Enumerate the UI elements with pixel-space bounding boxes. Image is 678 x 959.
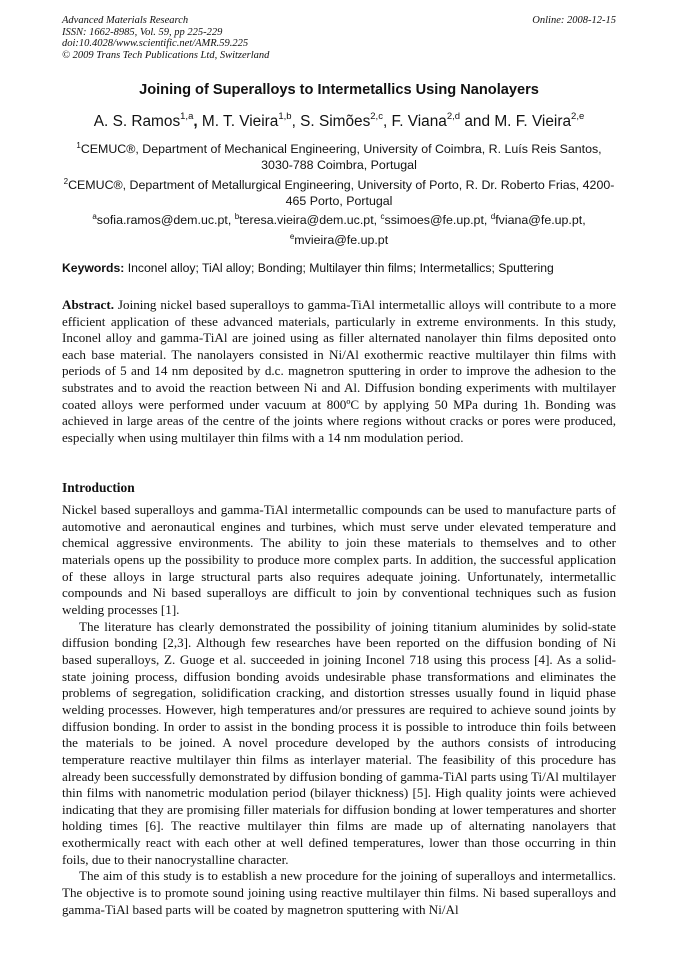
email-link[interactable]: fviana@fe.up.pt — [495, 213, 583, 228]
keywords-label: Keywords: — [62, 261, 125, 275]
abstract-text: Joining nickel based superalloys to gamma-TiAl intermetallic alloys will contribute to a more efficient application of these advanced materials, particularly in extreme environments. In this study, Inconel alloy and gamma-TiAl are joined using as filler alternated nanolayer thin films deposited onto each base material. The nanolayers consisted in Ni/Al exothermic reactive multilayer thin films with periods of 5 and 14 nm deposited by d.c. magnetron sputtering in order to improve the adhesion to the substrates and to avoid the reaction between Ni and Al. Diffusion bonding experiments with multilayer coated alloys were performed under vacuum at 800ºC by applying 50 MPa during 1h. Bonding was achieved in large areas of the centre of the joints where regions without cracks or pores were produced, especially when using multilayer thin films with a 14 nm modulation period. — [62, 297, 616, 445]
affiliation — [62, 138, 616, 173]
author-affiliation-mark: 2,d — [446, 111, 461, 122]
author-conjunction: and — [464, 113, 491, 131]
body-paragraph: The literature has clearly demonstrated the possibility of joining titanium aluminides by solid-state diffusion bonding [2,3]. Although few researches have been reported on the diffusion bonding of Ni based superalloys, Z. Guoge et al. succeeded in joining Inconel 718 using this process [4]. As a solid-state joining process, diffusion bonding avoids undesirable phase transformations and eliminates the problems of segregation, solidification cracking, and distortion stresses usually found in liquid phase welding processes. However, high temperatures and/or pressures are required to achieve sound joints by diffusion bonding. In order to assist in the bonding process it is possible to introduce thin foils between the materials to be joined. A novel procedure developed by the authors consists of introducing temperature reactive multilayer thin films as interlayer material. The feasibility of this procedure has already been successfully demonstrated by diffusion bonding of gamma-TiAl parts using Ti/Al multilayer thin films with nanometric modulation period (bilayer thickness) [5]. High quality joints were achieved indicating that they are promising filler materials for diffusion bonding at lower temperatures and shorter holding times [6]. The reactive multilayer thin films are made up of alternating nanolayers that exothermically react with each other at well defined temperatures, lower than those occurring in thin foils, due to their nanocrystalline character. — [62, 618, 616, 867]
email-mark: b — [234, 212, 240, 221]
author-affiliation-mark: 1,b — [278, 111, 292, 122]
paper-title: Joining of Superalloys to Intermetallics Using Nanolayers — [139, 82, 539, 98]
body-paragraph: Nickel based superalloys and gamma-TiAl intermetallic compounds can be used to manufacture parts of automotive and aeronautical engines and turbines, which must serve under elevated temperature and chemical aggressive environments. The ability to join these materials to themselves and to other materials opens up the possibility to produce more complex parts. In addition, the successful application of these alloys in large structural parts also requires adequate joining. Unfortunately, intermetallic compounds and Ni based superalloys are difficult to join by conventional techniques such as fusion welding processes [1]. — [62, 502, 616, 617]
affiliation-text: CEMUC®, Department of Mechanical Engineering, University of Coimbra, R. Luís Reis Santos, 3030-788 Coimbra, Portugal — [80, 142, 602, 172]
author-name: M. F. Vieira — [494, 113, 572, 131]
copyright-line: © 2009 Trans Tech Publications Ltd, Switzerland — [62, 49, 270, 61]
doi-line: doi:10.4028/www.scientific.net/AMR.59.225 — [62, 38, 249, 50]
author-name: M. T. Vieira — [201, 113, 279, 131]
affiliation-text: CEMUC®, Department of Metallurgical Engineering, University of Porto, R. Dr. Roberto Frias, 4200-465 Porto, Portugal — [68, 178, 615, 208]
email-link[interactable]: mvieira@fe.up.pt — [294, 232, 389, 247]
journal-header — [62, 15, 616, 61]
journal-name: Advanced Materials Research — [62, 15, 189, 26]
author-name: F. Viana — [391, 113, 447, 131]
author-name: A. S. Ramos — [93, 113, 181, 131]
affiliation — [62, 174, 616, 209]
email-link[interactable]: teresa.vieira@dem.uc.pt — [239, 213, 374, 228]
email-mark: c — [380, 212, 385, 221]
keywords-text: Inconel alloy; TiAl alloy; Bonding; Multilayer thin films; Intermetallics; Sputtering — [127, 261, 554, 275]
keywords — [62, 261, 616, 275]
introduction-body — [62, 502, 616, 918]
author-affiliation-mark: 2,c — [370, 111, 383, 122]
author-name: S. Simões — [300, 113, 371, 131]
section-heading: Introduction — [62, 480, 135, 495]
email-mark: e — [289, 231, 295, 241]
abstract-label: Abstract. — [62, 297, 114, 312]
email-link[interactable]: ssimoes@fe.up.pt — [384, 213, 484, 228]
author-affiliation-mark: 1,a — [180, 111, 194, 122]
online-date: Online: 2008-12-15 — [532, 15, 616, 26]
email-mark: d — [490, 212, 496, 221]
issn-line: ISSN: 1662-8985, Vol. 59, pp 225-229 — [62, 26, 223, 38]
affiliation-mark: 1 — [76, 141, 81, 150]
affiliation-mark: 2 — [63, 177, 69, 186]
body-paragraph: The aim of this study is to establish a new procedure for the joining of superalloys and intermetallics. The objective is to promote sound joining using reactive multilayer thin films. Ni based superalloys and gamma-TiAl based parts will be coated by magnetron sputtering with Ni/Al — [62, 868, 616, 917]
email-list: $^a$sofia.ramos@dem.uc.pt, $^b$teresa.vieira@dem.uc.pt, $^c$ssimoes@fe.up.pt, $^d$fviana@fe.up.pt, $^e$mvieira@fe.up.pt — [92, 212, 586, 247]
author-affiliation-mark: 2,e — [571, 111, 585, 122]
email-mark: a — [92, 212, 97, 221]
email-link[interactable]: sofia.ramos@dem.uc.pt — [96, 213, 228, 228]
abstract — [62, 297, 616, 446]
author-list: A. S. Ramos$^{1,a}$, M. T. Vieira$^{1,b}$, S. Simões$^{2,c}$, F. Viana$^{2,d}$ and M. F. Vieira$^{2,e}$ — [93, 111, 585, 131]
